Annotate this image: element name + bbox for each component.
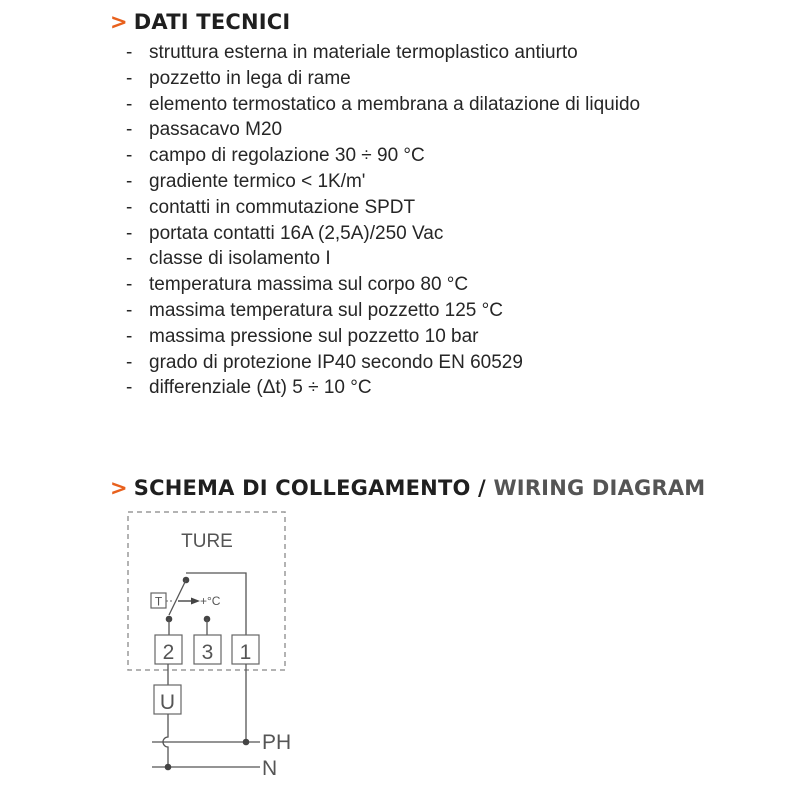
technical-spec-list [126,40,686,401]
spec-item: - contatti in commutazione SPDT [126,195,686,221]
spec-item: - differenziale (Δt) 5 ÷ 10 °C [126,375,686,401]
spec-item: - classe di isolamento I [126,246,686,272]
thermostat-symbol: T [154,594,163,609]
neutral-junction-dot [165,764,172,771]
technical-data-title: DATI TECNICI [133,10,291,34]
phase-label: PH [262,731,292,754]
terminal-1-label: 1 [239,641,252,664]
technical-data-heading [110,10,290,34]
terminal-3-label: 3 [201,641,214,664]
spec-item: - gradiente termico < 1K/m' [126,169,686,195]
heading-arrow: > [110,10,128,34]
load-label: U [159,691,176,714]
switch-blade [169,580,186,615]
wiring-diagram-subtitle: WIRING DIAGRAM [493,476,706,500]
spec-item: - elemento termostatico a membrana a dilatazione di liquido [126,92,649,118]
phase-junction-dot [243,739,250,746]
wire-load-neutral [163,714,168,767]
heading-separator: / [478,476,486,500]
spec-item: - campo di regolazione 30 ÷ 90 °C [126,143,686,169]
neutral-label: N [262,757,278,780]
enclosure-label: TURE [181,531,233,552]
temp-arrow-head [191,598,200,605]
spec-item: - portata contatti 16A (2,5A)/250 Vac [126,221,686,247]
spec-item: - pozzetto in lega di rame [126,66,686,92]
spec-item: - passacavo M20 [126,117,686,143]
spec-item: - grado di protezione IP40 secondo EN 60529 [126,350,686,376]
terminal-2-label: 2 [162,641,175,664]
heading-arrow: > [110,476,128,500]
spec-item: - massima pressione sul pozzetto 10 bar [126,324,686,350]
spec-item: - temperatura massima sul corpo 80 °C [126,272,686,298]
spec-item: - massima temperatura sul pozzetto 125 °C [126,298,686,324]
wiring-diagram [120,505,320,780]
spec-item: - struttura esterna in materiale termoplastico antiurto [126,40,686,66]
temp-rise-label: +°C [200,594,221,608]
wiring-diagram-heading [110,476,705,500]
wiring-diagram-title: SCHEMA DI COLLEGAMENTO [133,476,471,500]
